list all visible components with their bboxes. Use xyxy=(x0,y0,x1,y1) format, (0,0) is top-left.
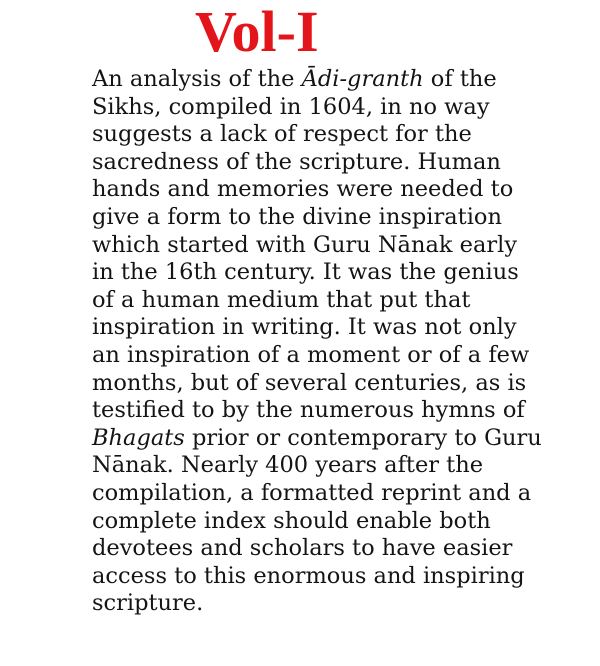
adi-granth-term: Ādi-granth xyxy=(301,66,424,92)
text-line: inspiration in writing. It was not only xyxy=(92,314,517,341)
description-paragraph xyxy=(92,66,592,618)
text-line: compilation, a formatted reprint and a xyxy=(92,479,532,506)
text-line: of a human medium that put that xyxy=(92,286,471,313)
text-line: months, but of several centuries, as is xyxy=(92,369,527,396)
volume-title: Vol-I xyxy=(195,0,319,64)
text-line: in the 16th century. It was the genius xyxy=(92,259,519,286)
text-line: scripture. xyxy=(92,590,204,617)
text-line: devotees and scholars to have easier xyxy=(92,535,513,562)
text-line: complete index should enable both xyxy=(92,507,491,534)
bhagats-term: Bhagats xyxy=(92,424,185,451)
text-line: An analysis of the Ādi-granth of the xyxy=(92,66,497,92)
text-line: testified to by the numerous hymns of xyxy=(92,397,525,424)
text-line: Nānak. Nearly 400 years after the xyxy=(92,452,484,479)
text-line: Sikhs, compiled in 1604, in no way xyxy=(92,93,490,120)
text-line: hands and memories were needed to xyxy=(92,176,514,203)
text-line: sacredness of the scripture. Human xyxy=(92,148,501,175)
text-line: an inspiration of a moment or of a few xyxy=(92,341,530,368)
text-line: suggests a lack of respect for the xyxy=(92,121,472,148)
text-line: Bhagats prior or contemporary to Guru xyxy=(92,424,542,451)
text-line: access to this enormous and inspiring xyxy=(92,562,525,589)
text-line: which started with Guru Nānak early xyxy=(92,231,518,258)
text-line: give a form to the divine inspiration xyxy=(92,203,502,230)
